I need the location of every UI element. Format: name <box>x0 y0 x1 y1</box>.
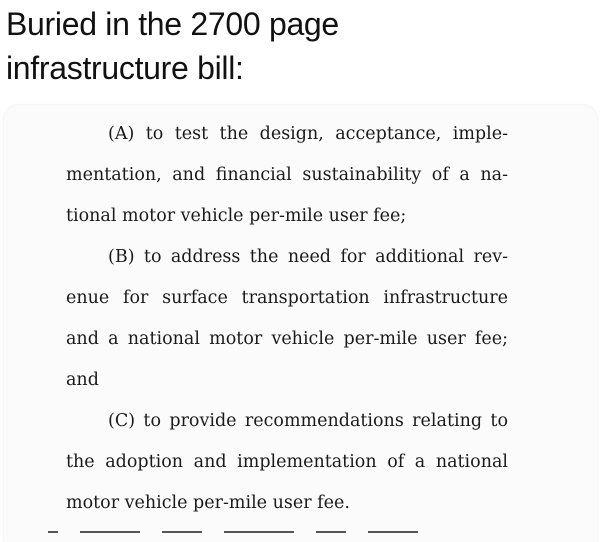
bill-line-6: and a national motor vehicle per-mile user fee; <box>66 329 508 349</box>
bill-line-2: mentation, and financial sustainability of a na- <box>66 165 508 185</box>
bill-line-3: tional motor vehicle per-mile user fee; <box>66 206 407 226</box>
cropped-next-line <box>48 531 458 537</box>
bill-line-4: (B) to address the need for additional rev- <box>108 247 508 267</box>
bill-line-10: motor vehicle per-mile user fee. <box>66 493 350 513</box>
bill-line-5: enue for surface transportation infrastructure <box>66 288 508 308</box>
bill-excerpt-image <box>4 105 597 542</box>
bill-line-9: the adoption and implementation of a national <box>66 452 508 472</box>
post-caption <box>6 2 596 90</box>
caption-line-2: infrastructure bill: <box>6 50 244 86</box>
bill-line-1: (A) to test the design, acceptance, imple- <box>108 124 508 144</box>
bill-line-7: and <box>66 370 99 390</box>
bill-line-8: (C) to provide recommendations relating to <box>108 411 508 431</box>
caption-line-1: Buried in the 2700 page <box>6 6 339 42</box>
